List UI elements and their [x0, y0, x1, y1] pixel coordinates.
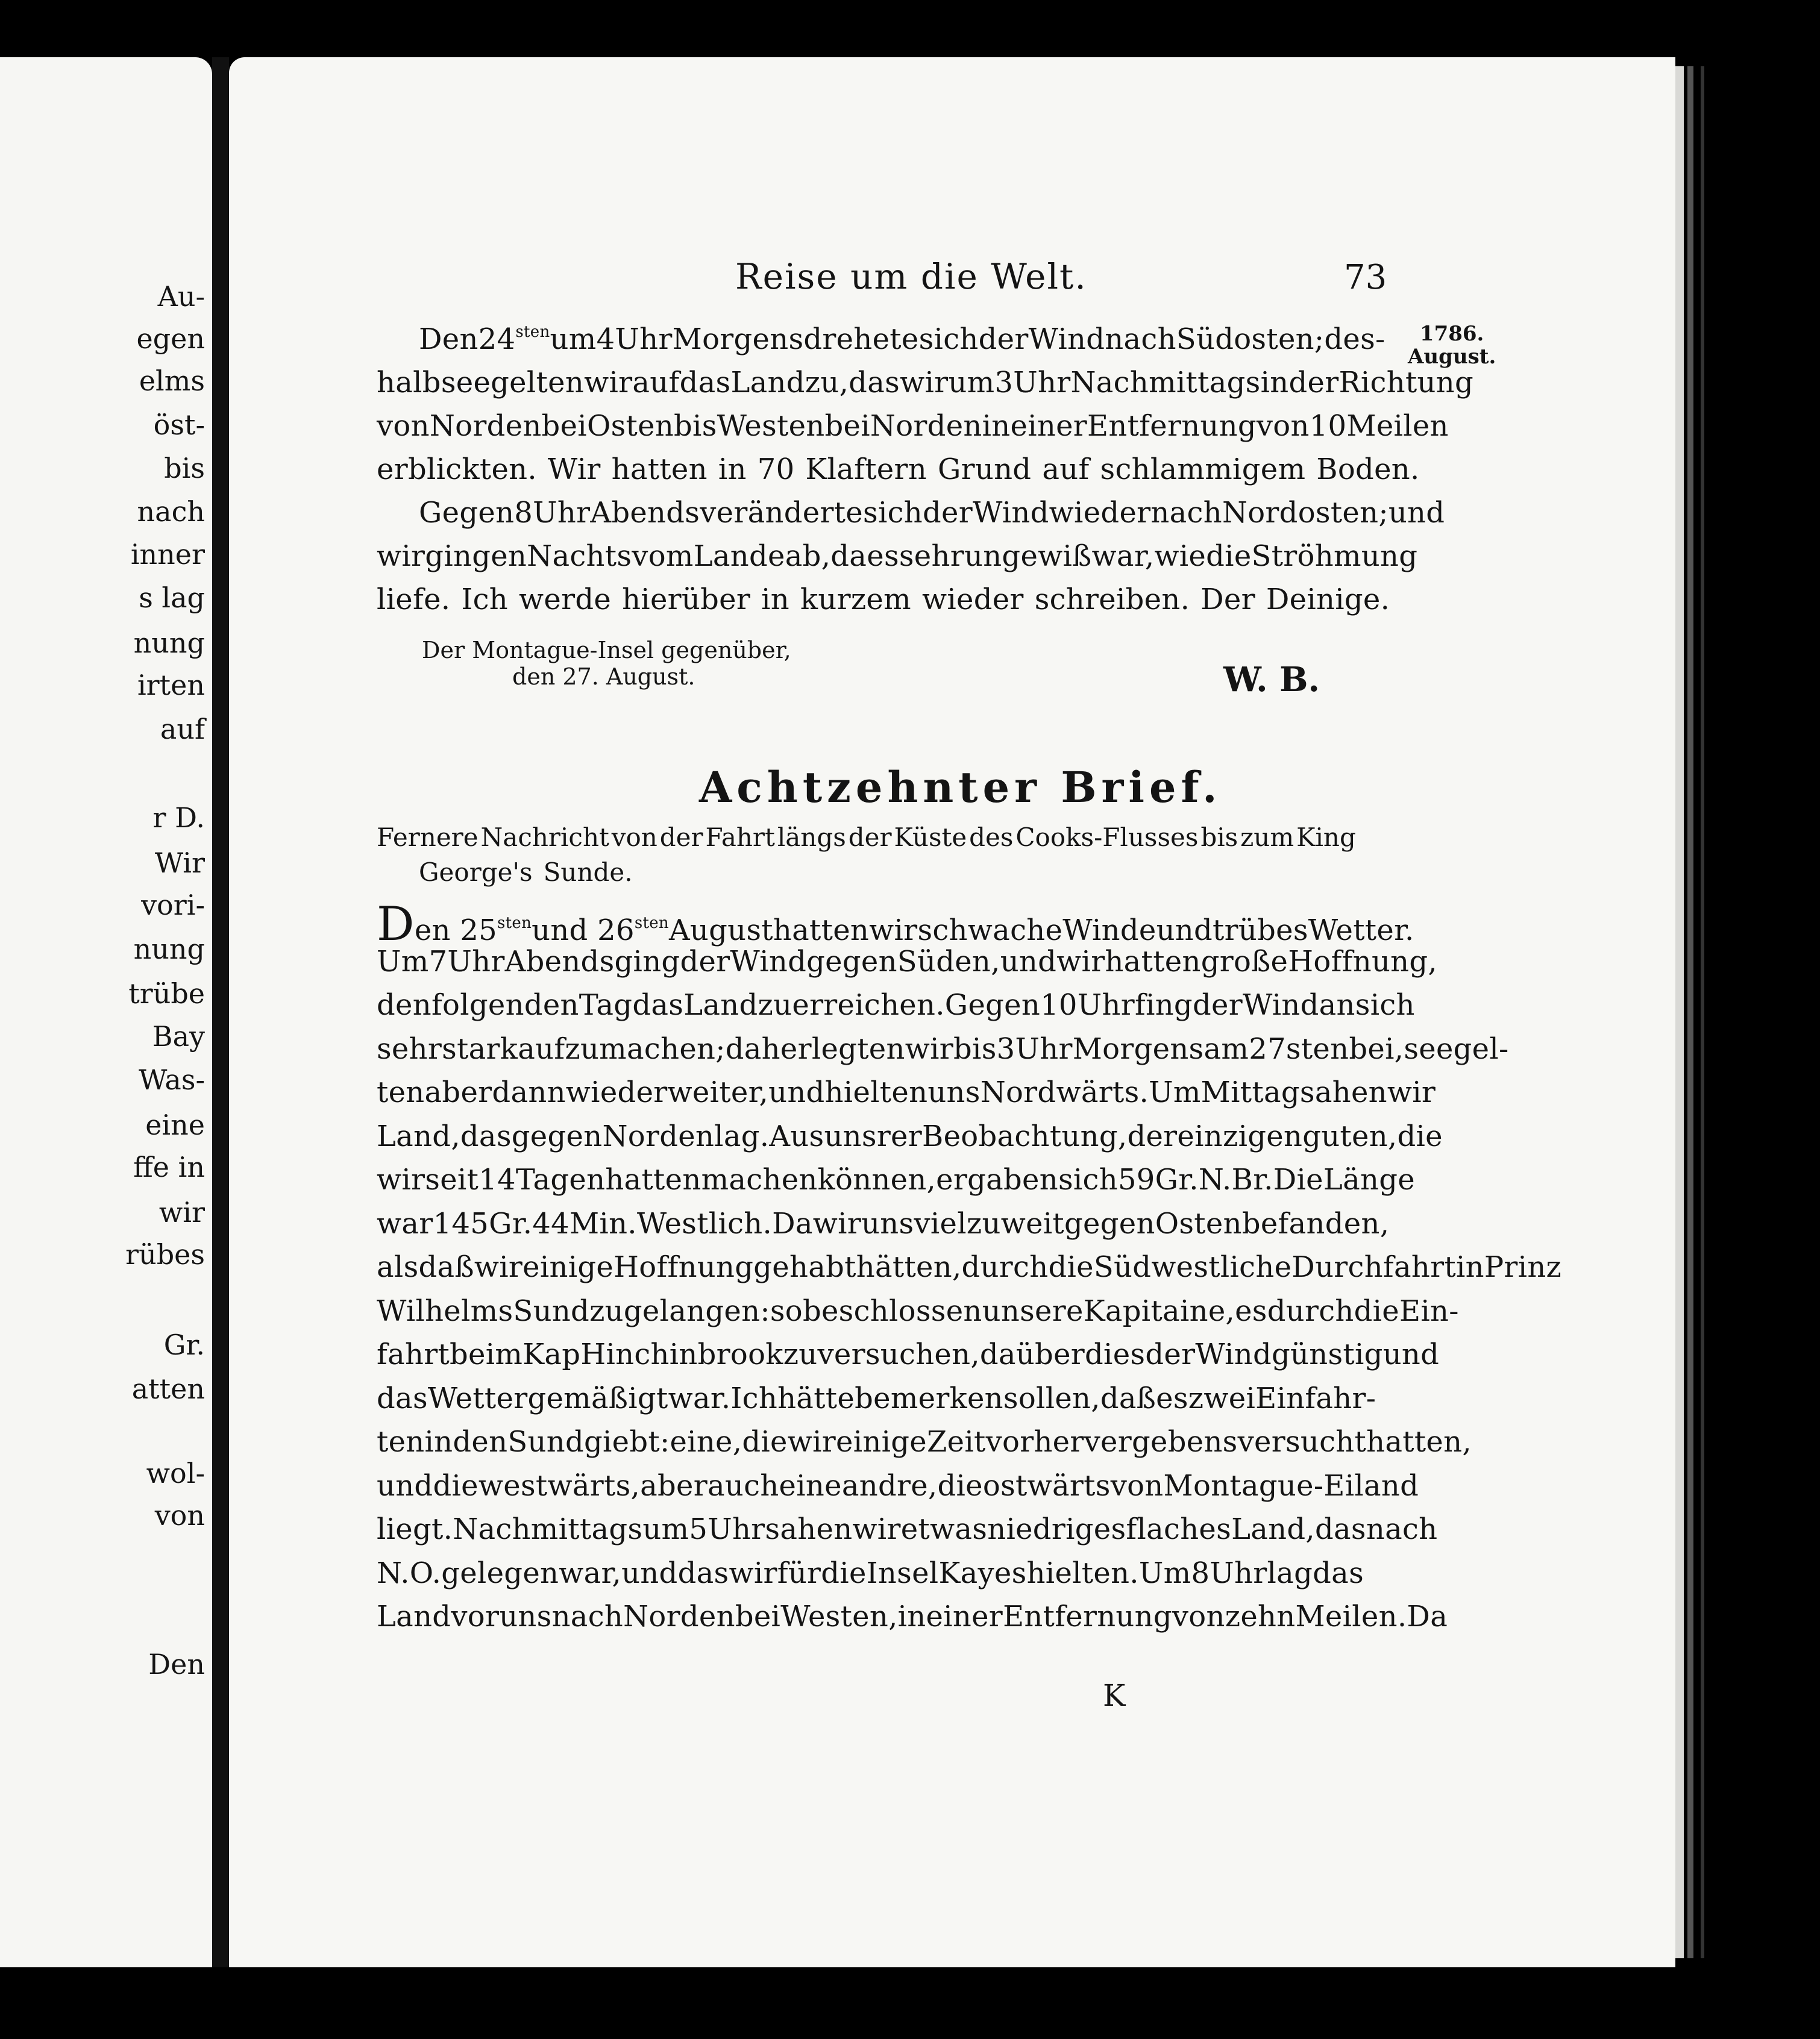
left-page-text-fragment: trübe	[128, 977, 205, 1010]
left-page-text-fragment: atten	[131, 1373, 205, 1405]
left-page-text-fragment: öst-	[153, 409, 205, 441]
margin-note-year: 1786.	[1419, 322, 1484, 346]
text-line: von Norden bei Osten bis Westen bei Norden in einer Entfernung von 10 Meilen	[377, 409, 1449, 443]
text-line: ten aber dann wieder weiter, und hielten uns Nordwärts. Um Mittag sahen wir	[377, 1076, 1436, 1109]
text-line: erblickten. Wir hatten in 70 Klaftern Grund auf schlammigem Boden.	[377, 453, 1420, 486]
first-text-line: Den $25^{sten}$ und $26^{sten}$ August hatten wir schwache Winde und trübes Wetter.	[377, 897, 1414, 951]
text-line: sehr stark aufzumachen; daher legten wir bis 3 Uhr Morgens am 27sten bei, seegel-	[377, 1032, 1509, 1066]
left-page-text-fragment: nach	[137, 495, 205, 528]
left-page-text-fragment: nung	[133, 933, 205, 965]
right-page	[229, 57, 1675, 1967]
text-line: den folgenden Tag das Land zu erreichen. Gegen 10 Uhr fing der Wind an sich	[377, 988, 1415, 1022]
page-edge	[1687, 66, 1693, 1958]
text-line: und die westwärts, aber auch eine andre, die ostwärts von Montague-Eiland	[377, 1469, 1419, 1503]
text-line: Um 7 Uhr Abends ging der Wind gegen Süden, und wir hatten große Hoffnung,	[377, 945, 1437, 979]
text-line: Fernere Nachricht von der Fahrt längs der Küste des Cooks-Flusses bis zum King	[377, 822, 1356, 852]
left-page-text-fragment: Was-	[139, 1063, 205, 1096]
text-line: wir gingen Nachts vom Lande ab, da es sehr ungewiß war, wie die Ströhmung	[377, 539, 1418, 573]
left-page-text-fragment: s lag	[139, 581, 205, 614]
text-line: liefe. Ich werde hierüber in kurzem wieder schreiben. Der Deinige.	[377, 583, 1390, 616]
left-page-text-fragment: Wir	[154, 847, 205, 879]
margin-note-month: August.	[1408, 345, 1496, 369]
left-page-text-fragment: egen	[136, 322, 205, 355]
page-edge	[1675, 66, 1684, 1958]
drop-cap: D	[377, 897, 415, 951]
letter-18-body	[377, 897, 1562, 1744]
left-page-text-fragment: irten	[137, 669, 205, 701]
left-page-text-fragment: eine	[145, 1109, 205, 1141]
left-page-text-fragment: Au-	[157, 280, 205, 313]
text-line: wir seit 14 Tagen hatten machen können, ergaben sich 59 Gr. N. Br. Die Länge	[377, 1163, 1415, 1197]
left-page-text-fragment: ffe in	[133, 1151, 205, 1183]
text-line: Land, das gegen Norden lag. Aus unsrer Beobachtung, der einzigen guten, die	[377, 1120, 1443, 1153]
page-edge	[1701, 66, 1704, 1958]
left-page-text-fragment: vori-	[141, 889, 205, 921]
left-page-text-fragment: r D.	[152, 801, 205, 834]
letter-heading: Achtzehnter Brief.	[699, 762, 1222, 812]
text-line: ten in den Sund giebt: eine, die wir einige Zeit vorher vergebens versucht hatten,	[377, 1425, 1472, 1459]
place-line-1: Der Montague-Insel gegenüber,	[422, 637, 791, 663]
text-line: N. O. gelegen war, und das wir für die Insel Kayes hielten. Um 8 Uhr lag das	[377, 1556, 1364, 1590]
running-title: Reise um die Welt.	[735, 256, 1087, 297]
signature-mark: K	[1103, 1678, 1126, 1713]
margin-note	[1408, 322, 1496, 368]
text-line: das Wetter gemäßigt war. Ich hätte bemerken sollen, daß es zwei Einfahr-	[377, 1382, 1376, 1415]
text-line: war 145 Gr. 44 Min. Westlich. Da wir uns viel zu weit gegen Osten befanden,	[377, 1207, 1390, 1241]
left-page-text-fragment: rübes	[125, 1238, 205, 1271]
text-line: halb seegelten wir auf das Land zu, das wir um 3 Uhr Nachmittags in der Richtung	[377, 366, 1473, 399]
text-line: fahrt beim Kap Hinchinbrook zu versuchen, da überdies der Wind günstig und	[377, 1338, 1440, 1371]
left-page-text-fragment: wol-	[146, 1457, 205, 1489]
left-page-text-fragment: auf	[160, 713, 205, 745]
left-page-text-fragment: Bay	[152, 1020, 205, 1053]
left-page-text-fragment: wir	[158, 1196, 205, 1229]
text-line: Land vor uns nach Norden bei Westen, in einer Entfernung von zehn Meilen. Da	[377, 1600, 1448, 1633]
signature: W. B.	[1223, 660, 1320, 700]
text-line: Wilhelms Sund zu gelangen: so beschlossen unsere Kapitaine, es durch die Ein-	[377, 1294, 1459, 1328]
text-line: liegt. Nachmittags um 5 Uhr sahen wir etwas niedriges flaches Land, das nach	[377, 1512, 1438, 1546]
left-facing-page	[0, 57, 212, 1967]
left-page-text-fragment: nung	[133, 627, 205, 659]
left-page-text-fragment: elms	[139, 365, 205, 397]
book-gutter	[212, 57, 229, 1967]
place-line-2: den 27. August.	[512, 663, 695, 690]
text-line: George's Sunde.	[419, 857, 633, 887]
text-line: als daß wir einige Hoffnung gehabt hätten, durch die Südwestliche Durchfahrt in Prinz	[377, 1250, 1562, 1284]
left-page-text-fragment: Den	[148, 1648, 205, 1680]
page-number: 73	[1344, 258, 1387, 297]
left-page-text-fragment: inner	[130, 538, 205, 571]
text-line: Den $24^{sten}$ um 4 Uhr Morgens drehete sich der Wind nach Südosten; des-	[419, 322, 1385, 356]
left-page-text-fragment: von	[154, 1499, 205, 1532]
text-line: Gegen 8 Uhr Abends veränderte sich der Wind wieder nach Nordosten; und	[419, 496, 1445, 530]
left-page-text-fragment: bis	[164, 452, 205, 484]
left-page-text-fragment: Gr.	[163, 1329, 205, 1361]
